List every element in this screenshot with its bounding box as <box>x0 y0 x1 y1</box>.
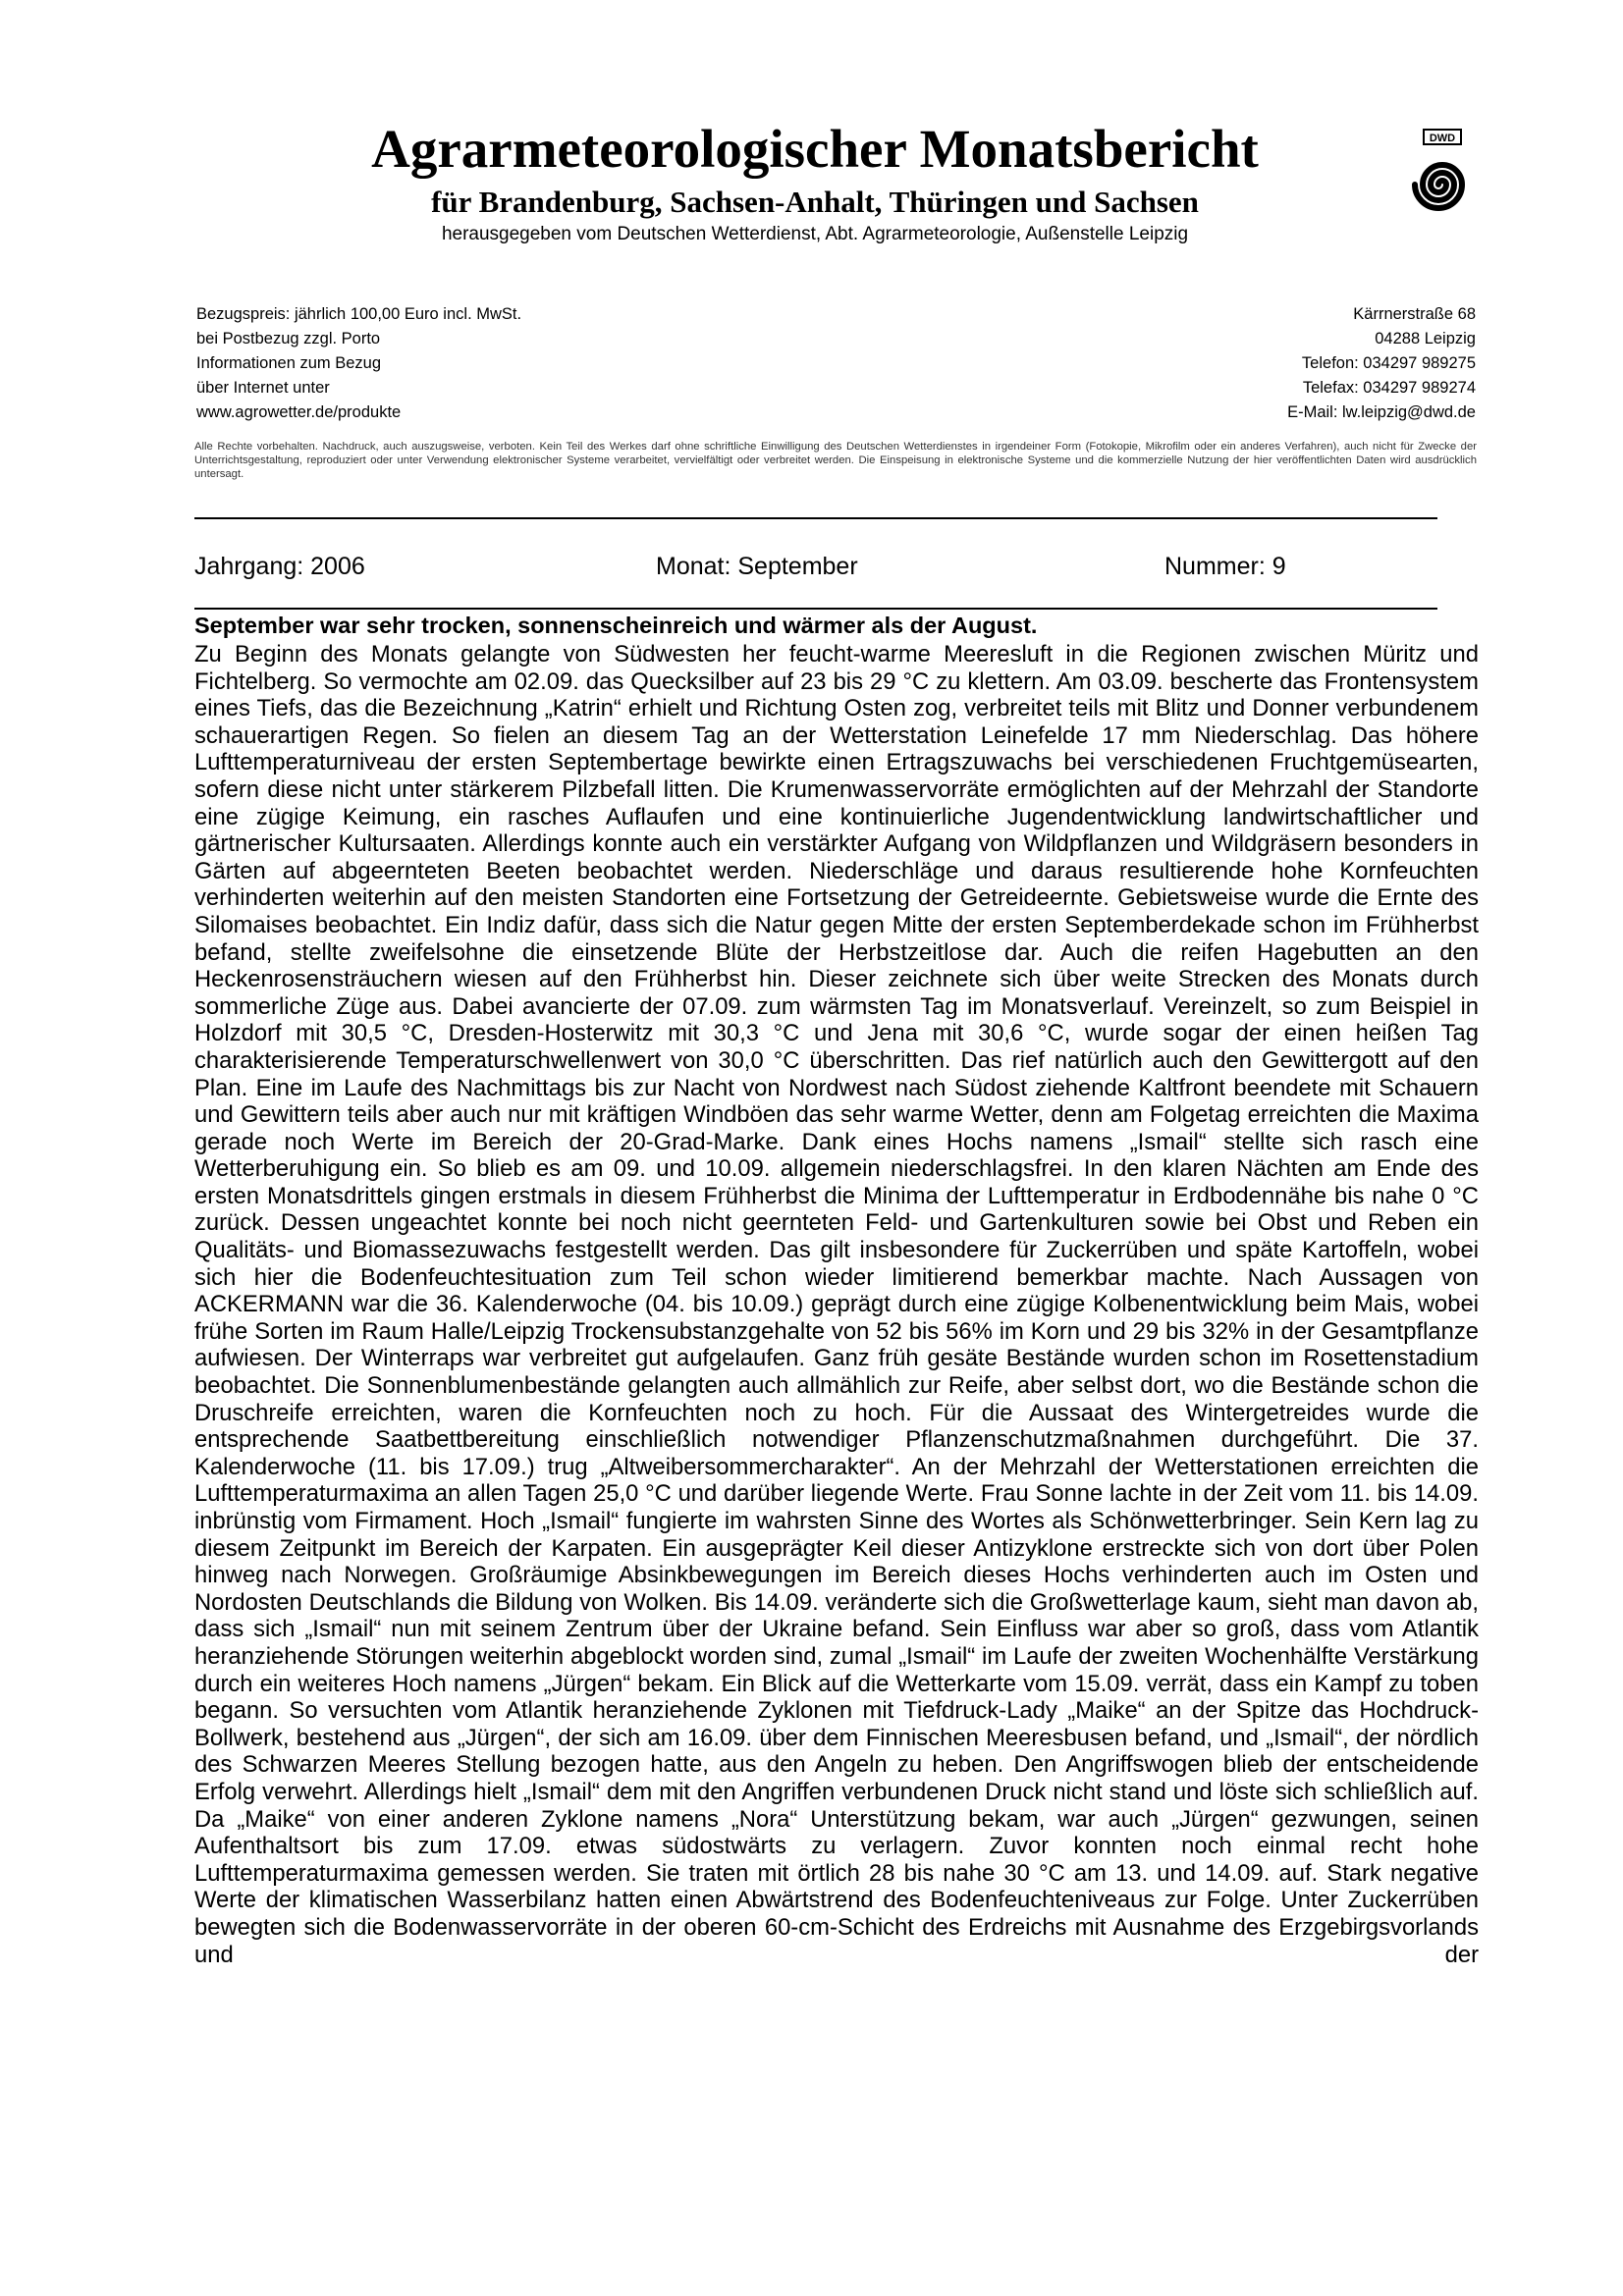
report-subtitle: für Brandenburg, Sachsen-Anhalt, Thüringen und Sachsen <box>431 185 1199 219</box>
website-link[interactable]: www.agrowetter.de/produkte <box>196 403 402 421</box>
meta-month: Monat: September <box>656 553 858 580</box>
rights-notice: Alle Rechte vorbehalten. Nachdruck, auch auszugsweise, verboten. Kein Teil des Werkes darf ohne schriftliche Einwilligung des Deutschen Wetterdienstes in irgendeiner Form (Fotokopie, Mikrofilm oder ein anderes Verfahren), auch nicht für Zwecke der Unterrichtsgestaltung, reproduziert oder unter Verwendung elektronischer Systeme verarbeitet, vervielfältigt oder verbreitet werden. Die Einspeisung in elektronische Systeme und die kommerzielle Nutzung der hier veröffentlichten Daten wird ausdrücklich untersagt. <box>194 441 1477 480</box>
contact-street: Kärrnerstraße 68 <box>1353 305 1476 323</box>
publisher-line: herausgegeben vom Deutschen Wetterdienst, Abt. Agrarmeteorologie, Außenstelle Leipzig <box>441 224 1189 244</box>
meta-year: Jahrgang: 2006 <box>194 553 365 580</box>
divider <box>194 517 1437 519</box>
contact-fax: Telefax: 034297 989274 <box>1302 379 1476 397</box>
subscription-line: bei Postbezug zzgl. Porto <box>196 330 381 347</box>
subscription-line: Bezugspreis: jährlich 100,00 Euro incl. MwSt. <box>196 305 522 323</box>
contact-phone: Telefon: 034297 989275 <box>1301 354 1476 372</box>
subscription-line: über Internet unter <box>196 379 330 397</box>
contact-email[interactable]: E-Mail: lw.leipzig@dwd.de <box>1287 403 1476 421</box>
subscription-line: Informationen zum Bezug <box>196 354 382 372</box>
contact-city: 04288 Leipzig <box>1375 330 1476 347</box>
article-headline: September war sehr trocken, sonnenscheinreich und wärmer als der August. <box>194 613 1038 638</box>
contact-info <box>982 302 1476 425</box>
meta-number: Nummer: 9 <box>1164 553 1286 580</box>
subscription-info <box>196 302 785 425</box>
logo-label: DWD <box>1429 133 1456 144</box>
dwd-spiral-logo-icon <box>1402 128 1483 226</box>
report-title: Agrarmeteorologischer Monatsbericht <box>371 119 1259 179</box>
article-body: Zu Beginn des Monats gelangte von Südwesten her feucht-warme Meeresluft in die Regionen zwischen Müritz und Fichtelberg. So vermochte am 02.09. das Quecksilber auf 23 bis 29 °C zu klettern. Am 03.09. bescherte das Frontensystem eines Tiefs, das die Bezeichnung „Katrin“ erhielt und Richtung Osten zog, verbreitet teils mit Blitz und Donner verbundenem schauerartigen Regen. So fielen an diesem Tag an der Wetterstation Leinefelde 17 mm Niederschlag. Das höhere Lufttemperaturniveau der ersten Septembertage bewirkte einen Ertragszuwachs bei verschiedenen Fruchtgemüsearten, sofern diese nicht unter stärkerem Pilzbefall litten. Die Krumenwasservorräte ermöglichten auf der Mehrzahl der Standorte eine zügige Keimung, ein rasches Auflaufen und eine kontinuierliche Jugendentwicklung landwirtschaftlicher und gärtnerischer Kultursaaten. Allerdings konnte auch ein verstärkter Aufgang von Wildpflanzen und Wildgräsern besonders in Gärten auf abgeernteten Beeten beobachtet werden. Niederschläge und daraus resultierende hohe Kornfeuchten verhinderten weiterhin auf den meisten Standorten eine Fortsetzung der Getreideernte. Gebietsweise wurde die Ernte des Silomaises beobachtet. Ein Indiz dafür, dass sich die Natur gegen Mitte der ersten Septemberdekade schon im Frühherbst befand, stellte zweifelsohne die einsetzende Blüte der Herbstzeitlose dar. Auch die reifen Hagebutten an den Heckenrosensträuchern wiesen auf den Frühherbst hin. Dieser zeichnete sich über weite Strecken des Monats durch sommerliche Züge aus. Dabei avancierte der 07.09. zum wärmsten Tag im Monatsverlauf. Vereinzelt, so zum Beispiel in Holzdorf mit 30,5 °C, Dresden-Hosterwitz mit 30,3 °C und Jena mit 30,6 °C, wurde sogar der einen heißen Tag charakterisierende Temperaturschwellenwert von 30,0 °C überschritten. Das rief natürlich auch den Gewittergott auf den Plan. Eine im Laufe des Nachmittags bis zur Nacht von Nordwest nach Südost ziehende Kaltfront beendete mit Schauern und Gewittern teils aber auch nur mit kräftigen Windböen das sehr warme Wetter, denn am Folgetag erreichten die Maxima gerade noch Werte im Bereich der 20-Grad-Marke. Dank eines Hochs namens „Ismail“ stellte sich rasch eine Wetterberuhigung ein. So blieb es am 09. und 10.09. allgemein niederschlagsfrei. In den klaren Nächten am Ende des ersten Monatsdrittels gingen erstmals in diesem Frühherbst die Minima der Lufttemperatur in Erdbodennähe bis nahe 0 °C zurück. Dessen ungeachtet konnte bei noch nicht geernteten Feld- und Gartenkulturen sowie bei Obst und Reben ein Qualitäts- und Biomassezuwachs festgestellt werden. Das gilt insbesondere für Zuckerrüben und späte Kartoffeln, wobei sich hier die Bodenfeuchtesituation zum Teil schon wieder limitierend bemerkbar machte. Nach Aussagen von ACKERMANN war die 36. Kalenderwoche (04. bis 10.09.) geprägt durch eine zügige Kolbenentwicklung beim Mais, wobei frühe Sorten im Raum Halle/Leipzig Trockensubstanzgehalte von 52 bis 56% im Korn und 29 bis 32% in der Gesamtpflanze aufwiesen. Der Winterraps war verbreitet gut aufgelaufen. Ganz früh gesäte Bestände wurden schon im Rosettenstadium beobachtet. Die Sonnenblumenbestände gelangten auch allmählich zur Reife, aber selbst dort, wo die Bestände schon die Druschreife erreichten, waren die Kornfeuchten noch zu hoch. Für die Aussaat des Wintergetreides wurde die entsprechende Saatbettbereitung einschließlich notwendiger Pflanzenschutzmaßnahmen durchgeführt. Die 37. Kalenderwoche (11. bis 17.09.) trug „Altweibersommercharakter“. An der Mehrzahl der Wetterstationen erreichten die Lufttemperaturmaxima an allen Tagen 25,0 °C und darüber liegende Werte. Frau Sonne lachte in der Zeit vom 11. bis 14.09. inbrünstig vom Firmament. Hoch „Ismail“ fungierte im wahrsten Sinne des Wortes als Schönwetterbringer. Sein Kern lag zu diesem Zeitpunkt im Bereich der Karpaten. Ein ausgeprägter Keil dieser Antizyklone erstreckte sich von dort über Polen hinweg nach Norwegen. Großräumige Absinkbewegungen im Bereich dieses Hochs verhinderten auch im Osten und Nordosten Deutschlands die Bildung von Wolken. Bis 14.09. veränderte sich die Großwetterlage kaum, sieht man davon ab, dass sich „Ismail“ nun mit seinem Zentrum über der Ukraine befand. Sein Einfluss war aber so groß, dass vom Atlantik heranziehende Störungen weiterhin abgeblockt worden sind, zumal „Ismail“ im Laufe der zweiten Wochenhälfte Verstärkung durch ein weiteres Hoch namens „Jürgen“ bekam. Ein Blick auf die Wetterkarte vom 15.09. verrät, dass ein Kampf zu toben begann. So versuchten vom Atlantik heranziehende Zyklonen mit Tiefdruck-Lady „Maike“ an der Spitze das Hochdruck-Bollwerk, bestehend aus „Jürgen“, der sich am 16.09. über dem Finnischen Meeresbusen befand, und „Ismail“, der nördlich des Schwarzen Meeres Stellung bezogen hatte, aus den Angeln zu heben. Den Angriffswogen blieb der entscheidende Erfolg verwehrt. Allerdings hielt „Ismail“ dem mit den Angriffen verbundenen Druck nicht stand und löste sich schließlich auf. Da „Maike“ von einer anderen Zyklone namens „Nora“ Unterstützung bekam, war auch „Jürgen“ gezwungen, seinen Aufenthaltsort bis zum 17.09. etwas südostwärts zu verlagern. Zuvor konnten noch einmal recht hohe Lufttemperaturmaxima gemessen werden. Sie traten mit örtlich 28 bis nahe 30 °C am 13. und 14.09. auf. Stark negative Werte der klimatischen Wasserbilanz hatten einen Abwärtstrend des Bodenfeuchteniveaus zur Folge. Unter Zuckerrüben bewegten sich die Bodenwasservorräte in der oberen 60-cm-Schicht des Erdreichs mit Ausnahme des Erzgebirgsvorlands und der <box>194 641 1479 1968</box>
divider <box>194 608 1437 610</box>
